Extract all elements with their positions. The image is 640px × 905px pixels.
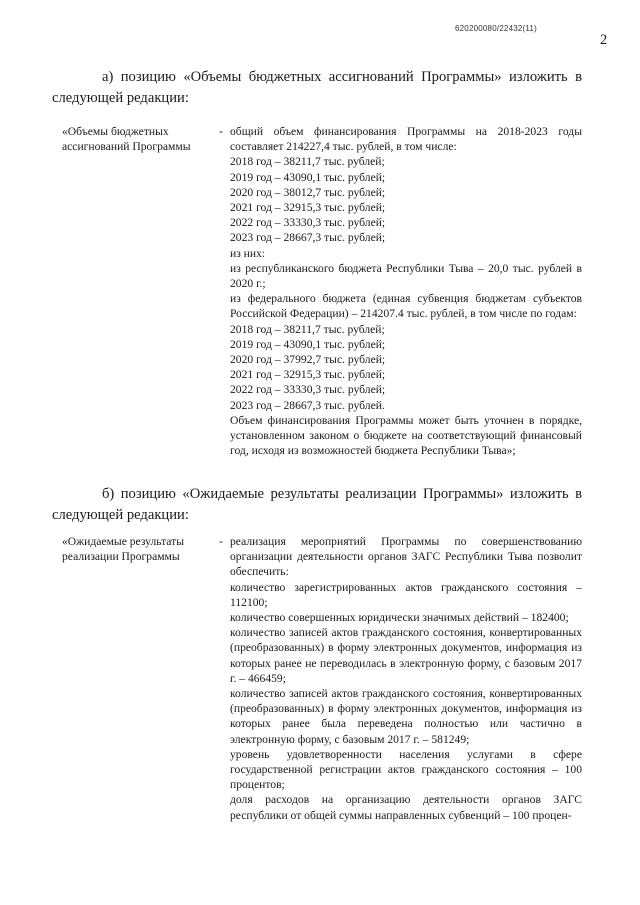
section-a-line: 2018 год – 38211,7 тыс. рублей; [230, 155, 385, 169]
section-a-label: «Объемы бюджетных ассигнований Программы [62, 125, 191, 153]
section-b-content [230, 534, 582, 844]
document-code: 620200080/22432(11) [455, 24, 537, 33]
section-a-line: общий объем финансирования Программы на 2018-2023 годы составляет 214227,4 тыс. рублей, в том числе: [230, 125, 582, 154]
section-b-line: количество записей актов гражданского состояния, конвертированных (преобразованных) в форму электронных документов, информация из которых ранее не переводилась в электронную форму, с базовым 2017 г. – 466459; [230, 626, 582, 685]
section-a-line: 2020 год – 37992,7 тыс. рублей; [230, 353, 386, 367]
section-b-line: количество записей актов гражданского состояния, конвертированных (преобразованных) в форму электронных документов, информация из которых ранее была переведена полностью или частично в электронную форму, с базовым 2017 г. – 581249; [230, 687, 582, 746]
section-a-line: Объем финансирования Программы может быть уточнен в порядке, установленном законом о бюджете на соответствующий финансовый год, исходя из возможностей бюджета Республики Тыва»; [230, 413, 582, 458]
section-b-intro: б) позицию «Ожидаемые результаты реализации Программы» изложить в следующей редакции: [52, 486, 582, 523]
section-a-line: 2019 год – 43090,1 тыс. рублей; [230, 337, 386, 351]
section-b-dash: - [219, 534, 223, 548]
section-b-line: доля расходов на организацию деятельности органов ЗАГС республики от общей суммы направленных субвенций – 100 процен- [230, 793, 582, 822]
section-b-label: «Ожидаемые результаты реализации Программы [62, 535, 184, 563]
section-a-line: 2023 год – 28667,3 тыс. рублей. [230, 398, 385, 412]
page-number: 2 [600, 32, 608, 48]
section-a-line: 2022 год – 33330,3 тыс. рублей; [230, 216, 386, 230]
section-a-line: 2021 год – 32915,3 тыс. рублей; [230, 368, 386, 382]
section-a-content [230, 124, 582, 458]
section-a-line: из республиканского бюджета Республики Тыва – 20,0 тыс. рублей в 2020 г.; [230, 261, 582, 291]
section-a-line: 2019 год – 43090,1 тыс. рублей; [230, 170, 386, 184]
section-a-line: 2020 год – 38012,7 тыс. рублей; [230, 185, 386, 199]
section-a-line: из федерального бюджета (единая субвенция бюджетам субъектов Российской Федерации) – 214207.4 тыс. рублей, в том числе по годам: [230, 292, 582, 321]
section-a-dash: - [219, 124, 223, 138]
section-a-line: 2018 год – 38211,7 тыс. рублей; [230, 322, 385, 336]
section-b-line: количество зарегистрированных актов гражданского состояния – 112100; [230, 580, 582, 609]
section-b-line: реализация мероприятий Программы по совершенствованию организации деятельности органов ЗАГС Республики Тыва позволит обеспечить: [230, 535, 582, 579]
section-a-line: из них: [230, 246, 266, 260]
section-b-line: количество совершенных юридически значимых действий – 182400; [230, 611, 569, 625]
section-b-line: уровень удовлетворенности населения услугами в сфере государственной регистрации актов гражданского состояния – 100 процентов; [230, 747, 582, 792]
section-a-line: 2022 год – 33330,3 тыс. рублей; [230, 383, 386, 397]
section-a-line: 2021 год – 32915,3 тыс. рублей; [230, 201, 386, 215]
section-a-line: 2023 год – 28667,3 тыс. рублей; [230, 231, 386, 245]
section-a-intro: а) позицию «Объемы бюджетных ассигнований Программы» изложить в следующей редакции: [52, 69, 582, 106]
